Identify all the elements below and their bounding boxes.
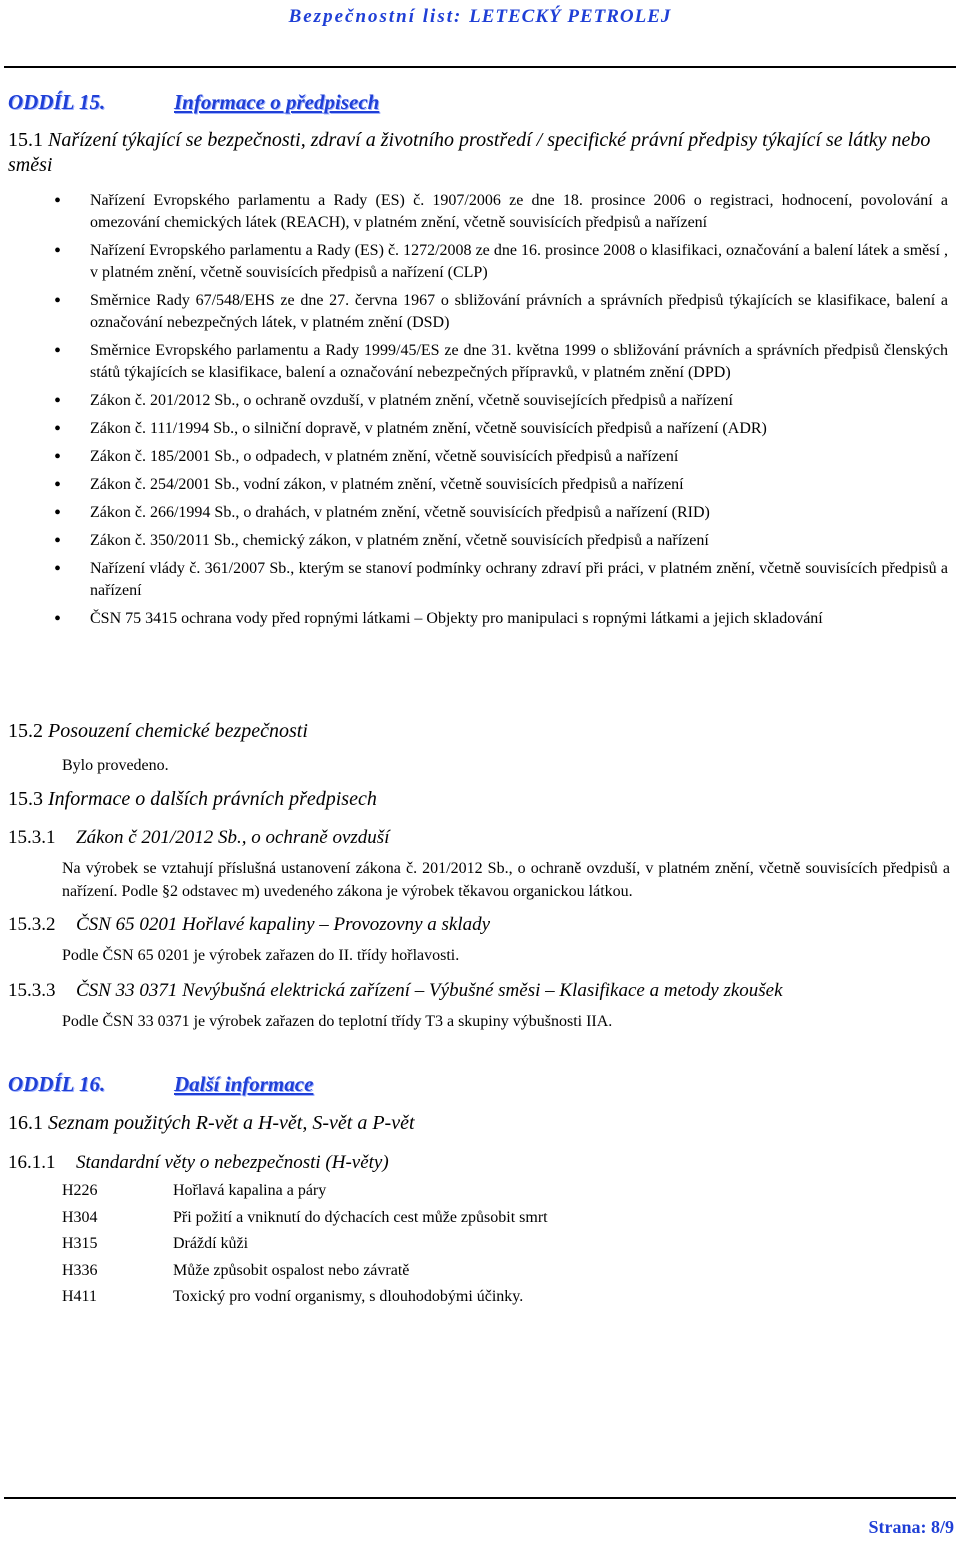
list-item: • Nařízení Evropského parlamentu a Rady (ES) č. 1272/2008 ze dne 16. prosince 2008 o klasifikaci, označování a balení látek a směsí , v platném znění, včetně souvisících předpisů a nařízení (CLP) [50,240,948,284]
heading-15-3-3-number: 15.3.3 [8,980,56,1001]
heading-15-1-text: Nařízení týkající se bezpečnosti, zdraví a životního prostředí / specifické právní předpisy týkající se látky nebo směsi [8,129,931,176]
section-16-number: ODDÍL 16. [8,1072,106,1096]
h-code: H304 [62,1208,98,1226]
h-text: Dráždí kůži [173,1235,249,1253]
list-item: • Směrnice Evropského parlamentu a Rady 1999/45/ES ze dne 31. května 1999 o sbližování právních a správních předpisů členských států týkajících se klasifikace, balení a označování nebezpečných přípravků, v platném znění (DPD) [50,340,948,384]
heading-15-3-1-text: Zákon č 201/2012 Sb., o ochraně ovzduší [76,827,390,848]
heading-15-3-number: 15.3 [8,788,43,810]
flammability-text: Podle ČSN 65 0201 je výrobek zařazen do II. třídy hořlavosti. [62,947,460,964]
heading-15-2-number: 15.2 [8,720,43,742]
list-item: • Zákon č. 185/2001 Sb., o odpadech, v platném znění, včetně souvisících předpisů a nařízení [50,446,948,468]
heading-16-1-number: 16.1 [8,1112,43,1134]
section-15-number: ODDÍL 15. [8,90,106,114]
h-statements-table [62,1178,548,1311]
heading-15-2 [8,720,308,743]
h-text: Hořlavá kapalina a páry [173,1182,327,1199]
heading-15-3-3-text: ČSN 33 0371 Nevýbušná elektrická zařízení – Výbušné směsi – Klasifikace a metody zkoušek [76,980,783,1001]
section-16-name: Další informace [174,1072,314,1096]
regulation-list [50,190,948,636]
heading-15-2-text: Posouzení chemické bezpečnosti [48,720,308,742]
heading-15-3-1-number: 15.3.1 [8,827,56,848]
heading-15-3-text: Informace o dalších právních předpisech [48,788,377,810]
footer-rule [4,1497,956,1499]
page-number: Strana: 8/9 [868,1517,954,1537]
h-code: H411 [62,1288,97,1306]
h-code: H336 [62,1261,98,1279]
explosion-class-text: Podle ČSN 33 0371 je výrobek zařazen do teplotní třídy T3 a skupiny výbušnosti IIA. [62,1013,613,1030]
list-item: • Zákon č. 266/1994 Sb., o drahách, v platném znění, včetně souvisících předpisů a nařízení (RID) [50,502,948,524]
h-code: H315 [62,1235,98,1253]
table-row [62,1258,548,1285]
heading-15-3-2 [8,914,490,936]
list-item: • Zákon č. 201/2012 Sb., o ochraně ovzduší, v platném znění, včetně souvisejících předpisů a nařízení [50,390,948,412]
heading-15-3-1 [8,827,389,849]
heading-16-1-1-number: 16.1.1 [8,1152,56,1173]
heading-16-1-1 [8,1152,389,1174]
heading-15-3-2-number: 15.3.2 [8,914,56,935]
table-row [62,1284,548,1311]
air-protection-text: Na výrobek se vztahují příslušná ustanovení zákona č. 201/2012 Sb., o ochraně ovzduší, v platném znění, včetně souvisících předpisů a nařízení. Podle §2 odstavec m) uvedeného zákona je výrobek těkavou organickou látkou. [62,860,950,900]
list-item: • Nařízení vlády č. 361/2007 Sb., kterým se stanoví podmínky ochrany zdraví při práci, v platném znění, včetně souvisících předpisů a nařízení [50,558,948,602]
h-text: Při požití a vniknutí do dýchacích cest může způsobit smrt [173,1208,548,1226]
header-rule [4,66,956,68]
heading-15-3 [8,788,377,811]
header-title: LETECKÝ PETROLEJ [469,6,672,27]
heading-16-1 [8,1112,415,1135]
list-item: • Zákon č. 111/1994 Sb., o silniční dopravě, v platném znění, včetně souvisících předpisů a nařízení (ADR) [50,418,948,440]
table-row [62,1205,548,1232]
header-label: Bezpečnostní list: [288,6,463,27]
heading-15-3-3 [8,980,783,1002]
list-item: • ČSN 75 3415 ochrana vody před ropnými látkami – Objekty pro manipulaci s ropnými látkami a jejich skladování [50,608,948,630]
h-text: Může způsobit ospalost nebo závratě [173,1261,410,1279]
list-item: • Směrnice Rady 67/548/EHS ze dne 27. června 1967 o sbližování právních a správních předpisů týkajících se klasifikace, balení a označování nebezpečných látek, v platném znění (DSD) [50,290,948,334]
list-item: • Zákon č. 254/2001 Sb., vodní zákon, v platném znění, včetně souvisících předpisů a nařízení [50,474,948,496]
h-code: H226 [62,1182,98,1199]
table-row [62,1231,548,1258]
list-item: • Zákon č. 350/2011 Sb., chemický zákon, v platném znění, včetně souvisících předpisů a nařízení [50,530,948,552]
heading-16-1-text: Seznam použitých R-vět a H-vět, S-vět a P-vět [48,1112,415,1134]
table-row [62,1178,548,1205]
heading-15-3-2-text: ČSN 65 0201 Hořlavé kapaliny – Provozovny a sklady [76,914,491,935]
h-text: Toxický pro vodní organismy, s dlouhodobými účinky. [173,1288,524,1306]
section-16-title [8,1072,313,1097]
page-header [0,6,960,28]
heading-15-1-number: 15.1 [8,129,43,151]
assessment-text: Bylo provedeno. [62,757,169,774]
section-15-title [8,90,379,115]
heading-16-1-1-text: Standardní věty o nebezpečnosti (H-věty) [76,1152,389,1173]
section-15-name: Informace o předpisech [174,90,380,114]
list-item: • Nařízení Evropského parlamentu a Rady (ES) č. 1907/2006 ze dne 18. prosince 2006 o registraci, hodnocení, povolování a omezování chemických látek (REACH), v platném znění, včetně souvisících předpisů a nařízení [50,190,948,234]
heading-15-1 [8,128,948,178]
